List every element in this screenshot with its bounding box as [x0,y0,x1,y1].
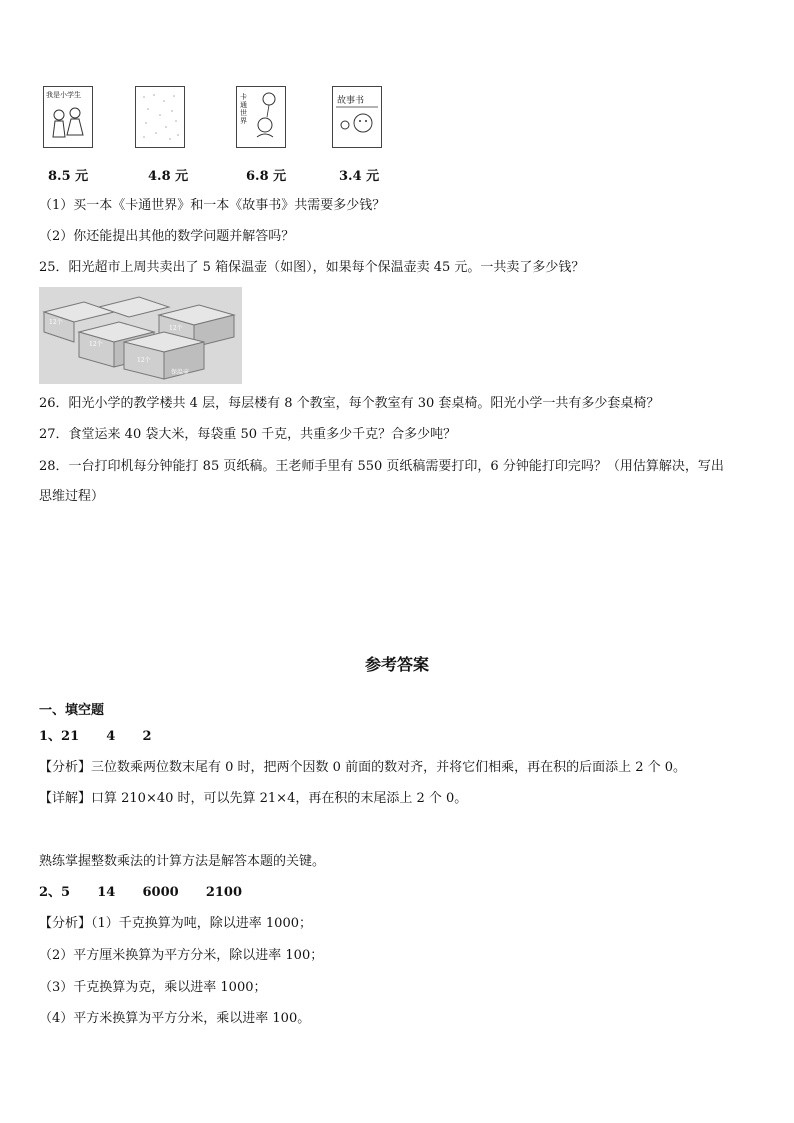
child-face-illustration [333,87,381,147]
book-image-cartoon-world [236,86,286,148]
answer-2-analysis-3: （3）千克换算为克，乘以进率 1000； [39,980,267,995]
children-illustration [45,101,91,147]
price-cartoon-world: 6.8 元 [246,169,287,184]
box-label: 保温壶 [171,369,190,376]
answer-2: 2、5 14 6000 2100 [39,885,243,900]
price-story-book: 3.4 元 [339,169,380,184]
box-label: 12个 [169,325,183,332]
balloon-illustration [237,87,285,147]
question-part-2: （2）你还能提出其他的数学问题并解答吗？ [39,229,295,244]
answer-2-analysis-1: 【分析】（1）千克换算为吨，除以进率 1000； [39,916,312,931]
thermos-boxes-image [39,287,242,384]
box-label: 12个 [89,341,103,348]
book-image-blank [135,86,185,148]
question-25: 25．阳光超市上周共卖出了 5 箱保温壶（如图），如果每个保温壶卖 45 元。一共卖了多少钱？ [39,260,585,275]
answer-2-analysis-2: （2）平方厘米换算为平方分米，除以进率 100； [39,948,324,963]
price-student-book: 8.5 元 [48,169,89,184]
book-title-text: 故事书 [337,93,364,106]
box-label: 12个 [49,319,63,326]
answer-1-summary: 熟练掌握整数乘法的计算方法是解答本题的关键。 [39,854,326,869]
section-heading: 一、填空题 [39,703,105,718]
book-image-story [332,86,382,148]
price-blank-book: 4.8 元 [148,169,189,184]
answer-1: 1、21 4 2 [39,729,152,744]
answer-1-detail: 【详解】口算 210×40 时，可以先算 21×4，再在积的末尾添上 2 个 0。 [39,791,468,806]
question-28-line-2: 思维过程） [39,489,105,504]
book-title-text: 卡通世界 [240,93,247,125]
dotted-texture [136,87,184,147]
question-26: 26．阳光小学的教学楼共 4 层，每层楼有 8 个教室，每个教室有 30 套桌椅。阳光小学一共有多少套桌椅？ [39,396,660,411]
boxes-illustration [39,287,242,384]
question-28-line-1: 28．一台打印机每分钟能打 85 页纸稿。王老师手里有 550 页纸稿需要打印，6 分钟能打印完吗？（用估算解决，写出 [39,459,724,474]
question-part-1: （1）买一本《卡通世界》和一本《故事书》共需要多少钱？ [39,198,386,213]
answer-2-analysis-4: （4）平方米换算为平方分米，乘以进率 100。 [39,1011,311,1026]
book-image-student [43,86,93,148]
question-27: 27．食堂运来 40 袋大米，每袋重 50 千克，共重多少千克？合多少吨？ [39,427,457,442]
answer-title: 参考答案 [364,655,429,674]
answer-1-analysis: 【分析】三位数乘两位数末尾有 0 时，把两个因数 0 前面的数对齐，并将它们相乘，再在积的后面添上 2 个 0。 [39,760,687,775]
box-label: 12个 [137,357,151,364]
book-title-text: 我是小学生 [46,91,81,99]
